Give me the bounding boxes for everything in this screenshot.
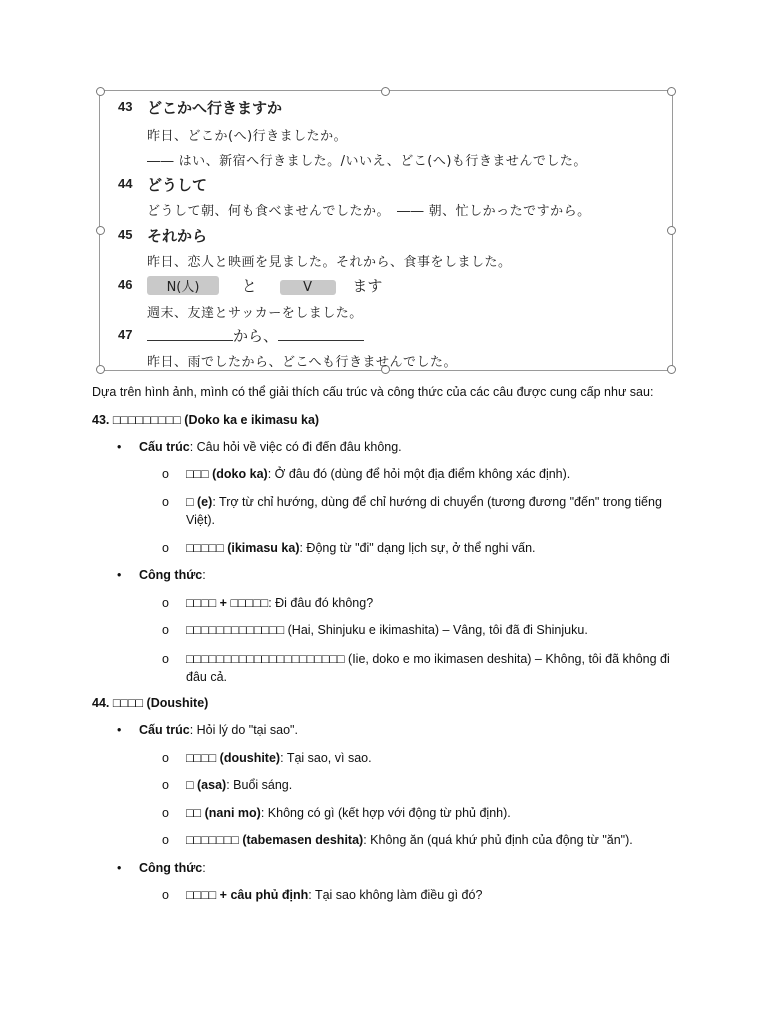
section-heading-44: 44. □□□□ (Doushite) [92, 696, 209, 710]
blank-slot [147, 327, 233, 341]
definition-item: o □□□□□ (ikimasu ka): Động từ "đi" dạng lịch sự, ở thể nghi vấn. [162, 541, 536, 555]
example-line: どうして朝、何も食べませんでしたか。 ―― 朝、忙しかったですから。 [147, 204, 591, 219]
formula-item: o □□□□ + câu phủ định: Tại sao không làm điều gì đó? [162, 888, 483, 902]
row-number: 47 [118, 327, 133, 342]
definition-item: o □□□□ (doushite): Tại sao, vì sao. [162, 751, 372, 765]
formula-bullet: • Công thức: [117, 568, 206, 582]
resize-handle[interactable] [96, 226, 105, 235]
structure-bullet: • Cấu trúc: Câu hỏi về việc có đi đến đâu không. [117, 440, 402, 454]
example-line: 週末、友達とサッカーをしました。 [147, 306, 363, 321]
resize-handle[interactable] [667, 87, 676, 96]
resize-handle[interactable] [667, 365, 676, 374]
resize-handle[interactable] [667, 226, 676, 235]
row-pattern [147, 325, 364, 346]
row-number: 44 [118, 176, 133, 191]
kara-text: から、 [233, 327, 279, 345]
example-line: ―― はい、新宿へ行きました。/いいえ、どこ(へ)も行きませんでした。 [147, 154, 587, 169]
definition-item: o □□□□□□□ (tabemasen deshita): Không ăn (quá khứ phủ định của động từ "ăn"). [162, 833, 633, 847]
example-line: 昨日、恋人と映画を見ました。それから、食事をしました。 [147, 255, 512, 270]
definition-item: o □□ (nani mo): Không có gì (kết hợp với động từ phủ định). [162, 806, 511, 820]
resize-handle[interactable] [96, 87, 105, 96]
blank-slot [278, 327, 364, 341]
verb-pill: V [280, 280, 336, 295]
example-line: 昨日、雨でしたから、どこへも行きませんでした。 [147, 355, 457, 370]
formula-item: o □□□□□□□□□□□□□□□□□□□□□ (Iie, doko e mo ikimasen deshita) – Không, tôi đã không đi đâu cả. [162, 652, 670, 684]
resize-handle[interactable] [381, 87, 390, 96]
row-number: 45 [118, 227, 133, 242]
intro-paragraph: Dựa trên hình ảnh, mình có thể giải thích cấu trúc và công thức của các câu được cung cấp như sau: [92, 385, 654, 399]
row-heading: どうして [147, 176, 208, 194]
resize-handle[interactable] [96, 365, 105, 374]
formula-bullet: • Công thức: [117, 861, 206, 875]
row-heading: それから [147, 227, 208, 245]
definition-item: o □□□ (doko ka): Ở đâu đó (dùng để hỏi một địa điểm không xác định). [162, 467, 571, 481]
example-line: 昨日、どこか(へ)行きましたか。 [147, 129, 348, 144]
definition-item: o □ (asa): Buổi sáng. [162, 778, 293, 792]
particle-to: と [241, 277, 257, 295]
formula-item: o □□□□ + □□□□□: Đi đâu đó không? [162, 596, 374, 610]
row-pattern [147, 275, 382, 296]
row-number: 43 [118, 99, 133, 114]
structure-bullet: • Cấu trúc: Hỏi lý do "tại sao". [117, 723, 298, 737]
section-heading-43: 43. □□□□□□□□□ (Doko ka e ikimasu ka) [92, 413, 320, 427]
noun-person-pill: N(人) [147, 276, 219, 295]
definition-item: o □ (e): Trợ từ chỉ hướng, dùng để chỉ hướng di chuyển (tương đương "đến" trong tiếng Việt). [162, 495, 662, 527]
row-number: 46 [118, 277, 133, 292]
masu-suffix: ます [352, 277, 383, 295]
row-heading: どこかへ行きますか [147, 99, 283, 117]
formula-item: o □□□□□□□□□□□□□ (Hai, Shinjuku e ikimashita) – Vâng, tôi đã đi Shinjuku. [162, 623, 588, 637]
